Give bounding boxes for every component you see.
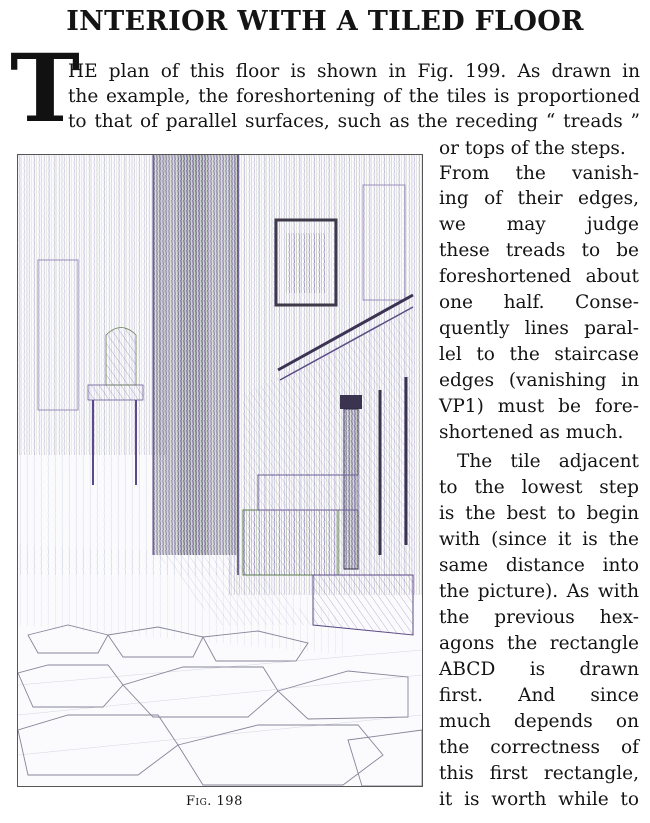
- text-line: these treads to be: [439, 240, 639, 261]
- drop-cap: T: [10, 34, 80, 144]
- text-line: is the best to begin: [439, 503, 639, 524]
- text-line: the picture). As with: [439, 581, 639, 602]
- page-title: INTERIOR WITH A TILED FLOOR: [66, 6, 584, 37]
- interior-sketch: [18, 155, 422, 786]
- figure-caption: Fig. 198: [186, 794, 243, 809]
- text-line: the example, the foreshortening of the tiles is proportioned: [68, 86, 640, 107]
- text-line: VP1) must be fore-: [439, 396, 639, 417]
- text-line: this first rectangle,: [439, 763, 639, 784]
- text-line: we may judge: [439, 214, 639, 235]
- text-line: same distance into: [439, 555, 639, 576]
- text-line: the correctness of: [439, 737, 639, 758]
- text-line: or tops of the steps.: [439, 138, 626, 159]
- text-line: to that of parallel surfaces, such as the receding “ treads ”: [68, 111, 640, 132]
- text-line: quently lines paral-: [439, 318, 639, 339]
- text-line: ing of their edges,: [439, 188, 639, 209]
- text-line: edges (vanishing in: [439, 370, 639, 391]
- text-line: the previous hex-: [439, 607, 639, 628]
- text-line: From the vanish-: [439, 163, 639, 184]
- text-line: first. And since: [439, 685, 639, 706]
- text-line: it is worth while to: [439, 789, 639, 810]
- text-line: ABCD is drawn: [439, 659, 639, 680]
- text-line: foreshortened about: [439, 266, 639, 287]
- text-line: shortened as much.: [439, 422, 624, 443]
- text-line: one half. Conse-: [439, 292, 639, 313]
- text-line: with (since it is the: [439, 529, 639, 550]
- text-line: agons the rectangle: [439, 633, 639, 654]
- text-line: The tile adjacent: [457, 451, 639, 472]
- text-line: lel to the staircase: [439, 344, 639, 365]
- text-line: much depends on: [439, 711, 639, 732]
- interior-sketch-figure: [17, 154, 423, 787]
- text-line: to the lowest step: [439, 477, 639, 498]
- text-line: HE plan of this floor is shown in Fig. 199. As drawn in: [68, 61, 640, 82]
